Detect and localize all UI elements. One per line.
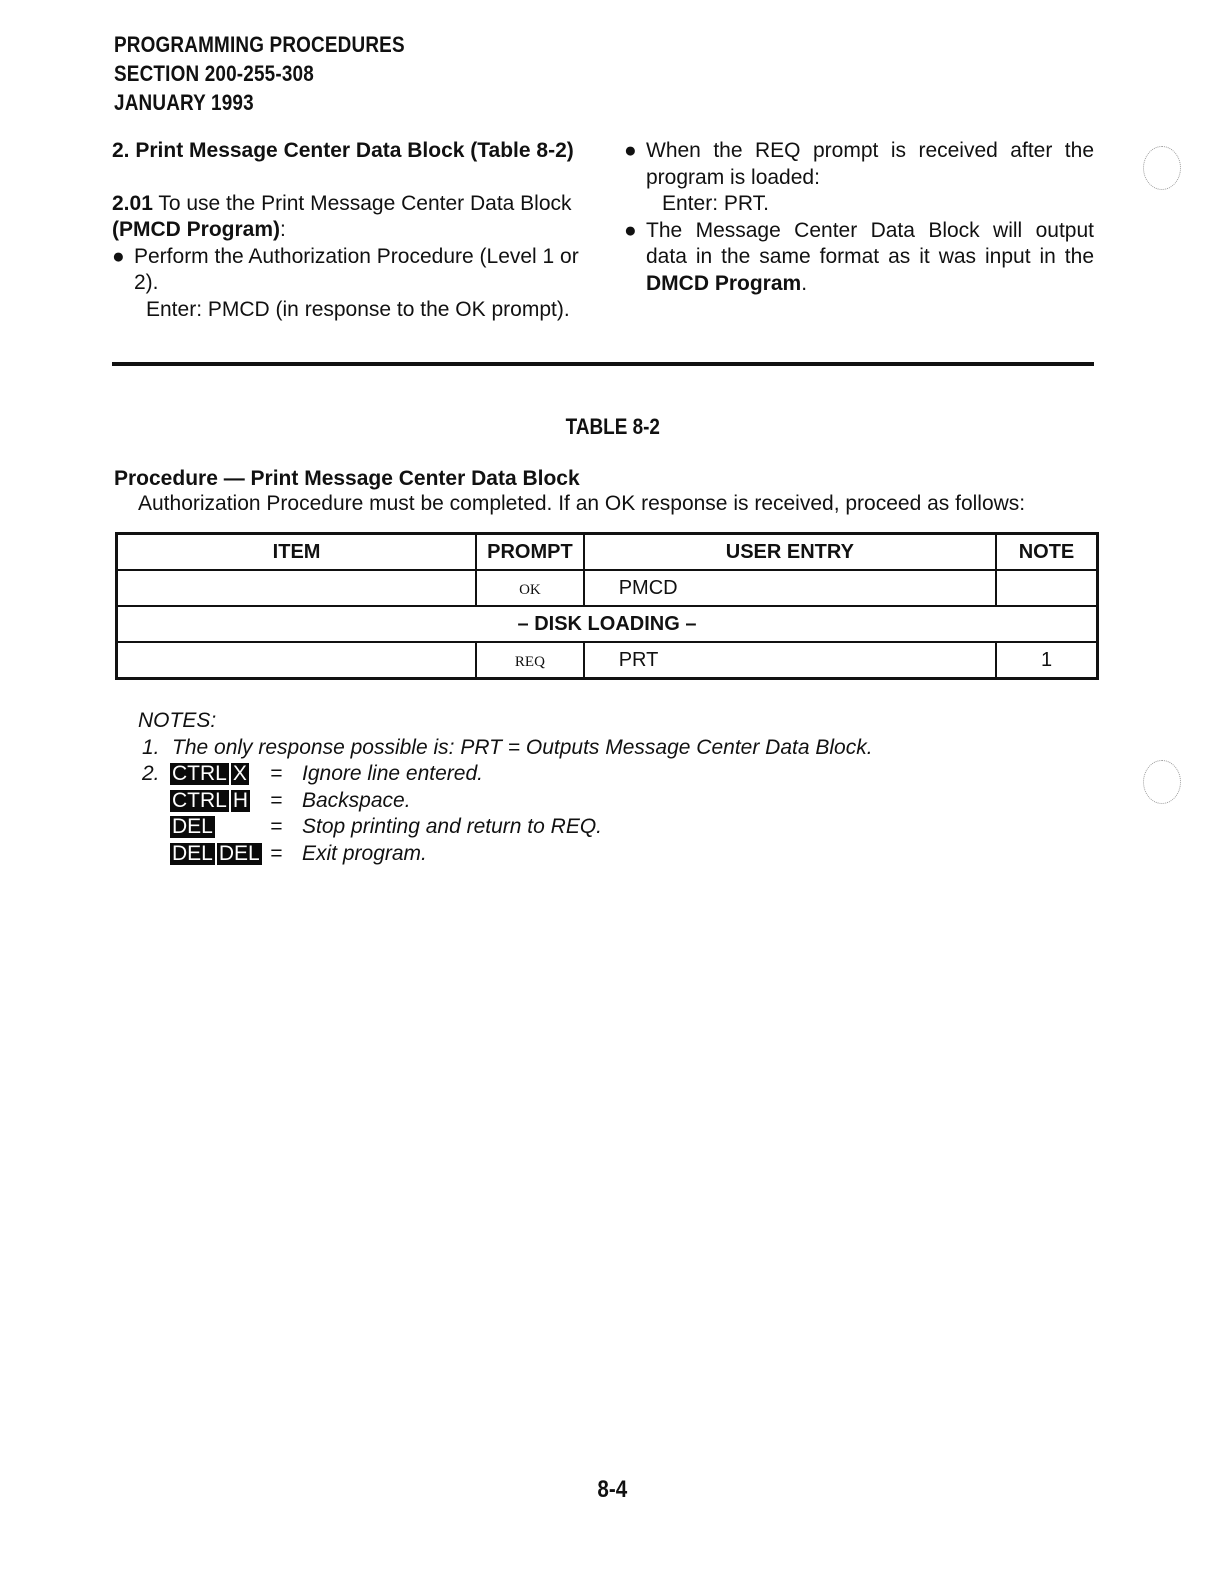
prompt-text: OK [519,581,541,598]
page-number [0,1476,1225,1504]
prompt-text: REQ [514,653,545,670]
table-header-row [117,534,1098,571]
header-line-2: SECTION 200-255-308 [114,61,314,86]
cell-note [996,570,1097,606]
bullet-icon: ● [112,244,125,268]
scan-artifact [1143,760,1181,804]
scan-artifact [1143,146,1181,190]
program-name: (PMCD Program) [112,218,281,241]
note-2-number: 2. [142,762,160,785]
equals-sign: = [270,815,283,838]
notes-heading: NOTES: [138,709,217,732]
key-cap: H [232,788,249,812]
section-title: 2. Print Message Center Data Block (Table 8-2) [112,139,574,162]
right-bullet-1-text: When the REQ prompt is received after the program is loaded: [646,139,1094,189]
right-bullet-2 [624,218,1094,298]
disk-loading-label: – DISK LOADING – [117,606,1098,642]
equals-sign: = [270,762,283,785]
program-colon: : [280,218,286,241]
right-bullet-2-post: . [801,271,808,295]
right-column [624,138,1094,297]
header-item: ITEM [117,534,477,571]
header-prompt: PROMPT [476,534,584,571]
left-enter-line: Enter: PMCD (in response to the OK prompt). [146,297,570,321]
key-description: Ignore line entered. [302,762,483,785]
equals-sign: = [270,841,283,865]
paragraph-2-01 [112,191,592,244]
key-description: Stop printing and return to REQ. [302,815,602,838]
key-description: Exit program. [302,841,427,865]
key-combo [170,761,251,788]
page-header [114,30,452,117]
table-row [117,570,1098,606]
horizontal-rule [112,362,1094,366]
cell-prompt [476,642,584,679]
left-bullet-1-text: Perform the Authorization Procedure (Level 1 or [134,244,579,268]
table-title-text: TABLE 8-2 [565,414,660,439]
note-2-row [138,814,602,841]
key-cap: DEL [218,841,260,865]
key-cap: DEL [172,815,213,838]
note-2-row [138,761,483,788]
key-cap: CTRL [172,788,227,812]
cell-prompt [476,570,584,606]
key-combo [170,814,217,841]
key-description: Backspace. [302,788,411,812]
note-1-text: The only response possible is: PRT = Outputs Message Center Data Block. [172,735,873,759]
right-bullet-1 [624,138,1094,191]
note-1-number: 1. [142,735,160,759]
cell-user-entry: PMCD [584,570,996,606]
procedure-subtitle: Authorization Procedure must be completed. If an OK response is received, proceed as follows: [138,492,1026,515]
header-line-3: JANUARY 1993 [114,90,254,115]
table-row [117,642,1098,679]
note-2-row [138,788,411,815]
header-line-1: PROGRAMMING PROCEDURES [114,32,405,57]
paragraph-text: To use the Print Message Center Data Block [152,191,572,215]
note-2-row [138,841,427,868]
bullet-icon: ● [624,218,637,242]
page-number-text: 8-4 [597,1476,628,1503]
paragraph-number: 2.01 [112,191,153,215]
table-title [0,414,1225,440]
equals-sign: = [270,788,283,812]
note-1 [138,735,873,762]
key-combo [170,841,264,868]
key-combo [170,788,252,815]
notes-section [138,708,873,867]
bullet-icon: ● [624,139,637,162]
left-bullet-1 [112,244,592,297]
key-cap: CTRL [172,762,227,785]
cell-user-entry: PRT [584,642,996,679]
left-bullet-1-cont: 2). [134,271,159,294]
cell-note: 1 [996,642,1097,679]
right-bullet-2-text: The Message Center Data Block will output data in the same format as it was input in the [646,218,1094,268]
header-note: NOTE [996,534,1097,571]
right-enter-line: Enter: PRT. [662,192,769,215]
cell-item [117,570,477,606]
procedure-table [115,532,1099,680]
header-user-entry: USER ENTRY [584,534,996,571]
cell-item [117,642,477,679]
key-cap: DEL [172,841,213,865]
table-span-row [117,606,1098,642]
right-bullet-2-bold: DMCD Program [646,271,802,295]
procedure-title: Procedure — Print Message Center Data Block [114,467,580,490]
key-cap: X [232,762,247,785]
left-column [112,138,592,323]
